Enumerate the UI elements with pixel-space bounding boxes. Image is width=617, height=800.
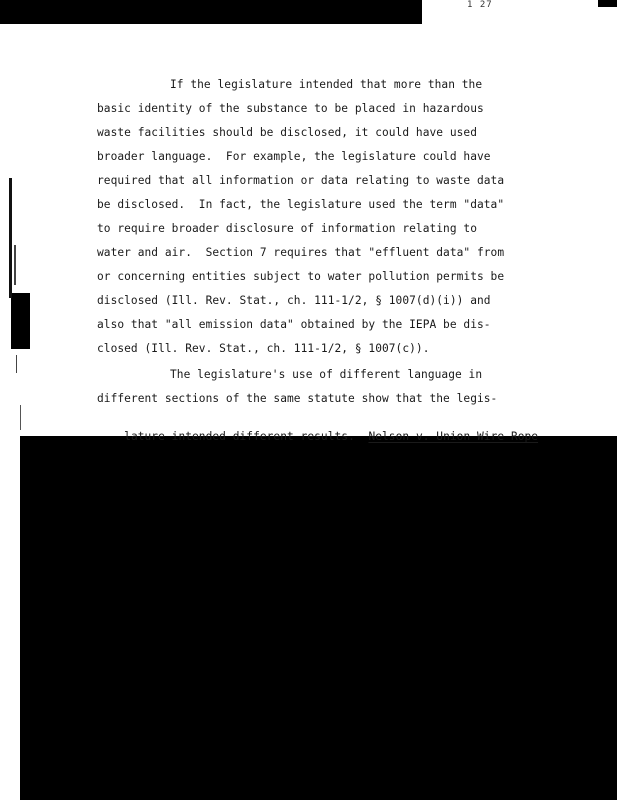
lower-page-redaction xyxy=(20,436,617,800)
body-line: The legislature's use of different language in xyxy=(170,368,483,381)
body-text: lature intended different results. xyxy=(124,430,355,443)
margin-scan-mark xyxy=(9,178,12,298)
body-line-with-citation xyxy=(97,416,538,458)
page-marker: 1 27 xyxy=(467,0,493,10)
top-left-redaction xyxy=(0,0,422,24)
body-line: If the legislature intended that more than the xyxy=(170,78,483,91)
margin-scan-mark xyxy=(14,245,16,285)
body-line: to require broader disclosure of information relating to xyxy=(97,222,477,235)
body-line: basic identity of the substance to be placed in hazardous xyxy=(97,102,484,115)
body-line: different sections of the same statute show that the legis- xyxy=(97,392,498,405)
top-right-redaction xyxy=(598,0,617,7)
body-line: broader language. For example, the legislature could have xyxy=(97,150,491,163)
body-line: required that all information or data relating to waste data xyxy=(97,174,505,187)
margin-scan-mark xyxy=(16,355,17,373)
left-margin-redaction xyxy=(11,293,30,349)
body-line: also that "all emission data" obtained by the IEPA be dis- xyxy=(97,318,491,331)
body-line: or concerning entities subject to water pollution permits be xyxy=(97,270,505,283)
body-line: waste facilities should be disclosed, it could have used xyxy=(97,126,477,139)
body-line: closed (Ill. Rev. Stat., ch. 111-1/2, § 1007(c)). xyxy=(97,342,430,355)
body-line: water and air. Section 7 requires that "effluent data" from xyxy=(97,246,505,259)
body-line: be disclosed. In fact, the legislature used the term "data" xyxy=(97,198,505,211)
case-citation: Nelson v. Union Wire Rope xyxy=(368,430,539,443)
body-line: disclosed (Ill. Rev. Stat., ch. 111-1/2, § 1007(d)(i)) and xyxy=(97,294,491,307)
margin-scan-mark xyxy=(20,405,21,430)
